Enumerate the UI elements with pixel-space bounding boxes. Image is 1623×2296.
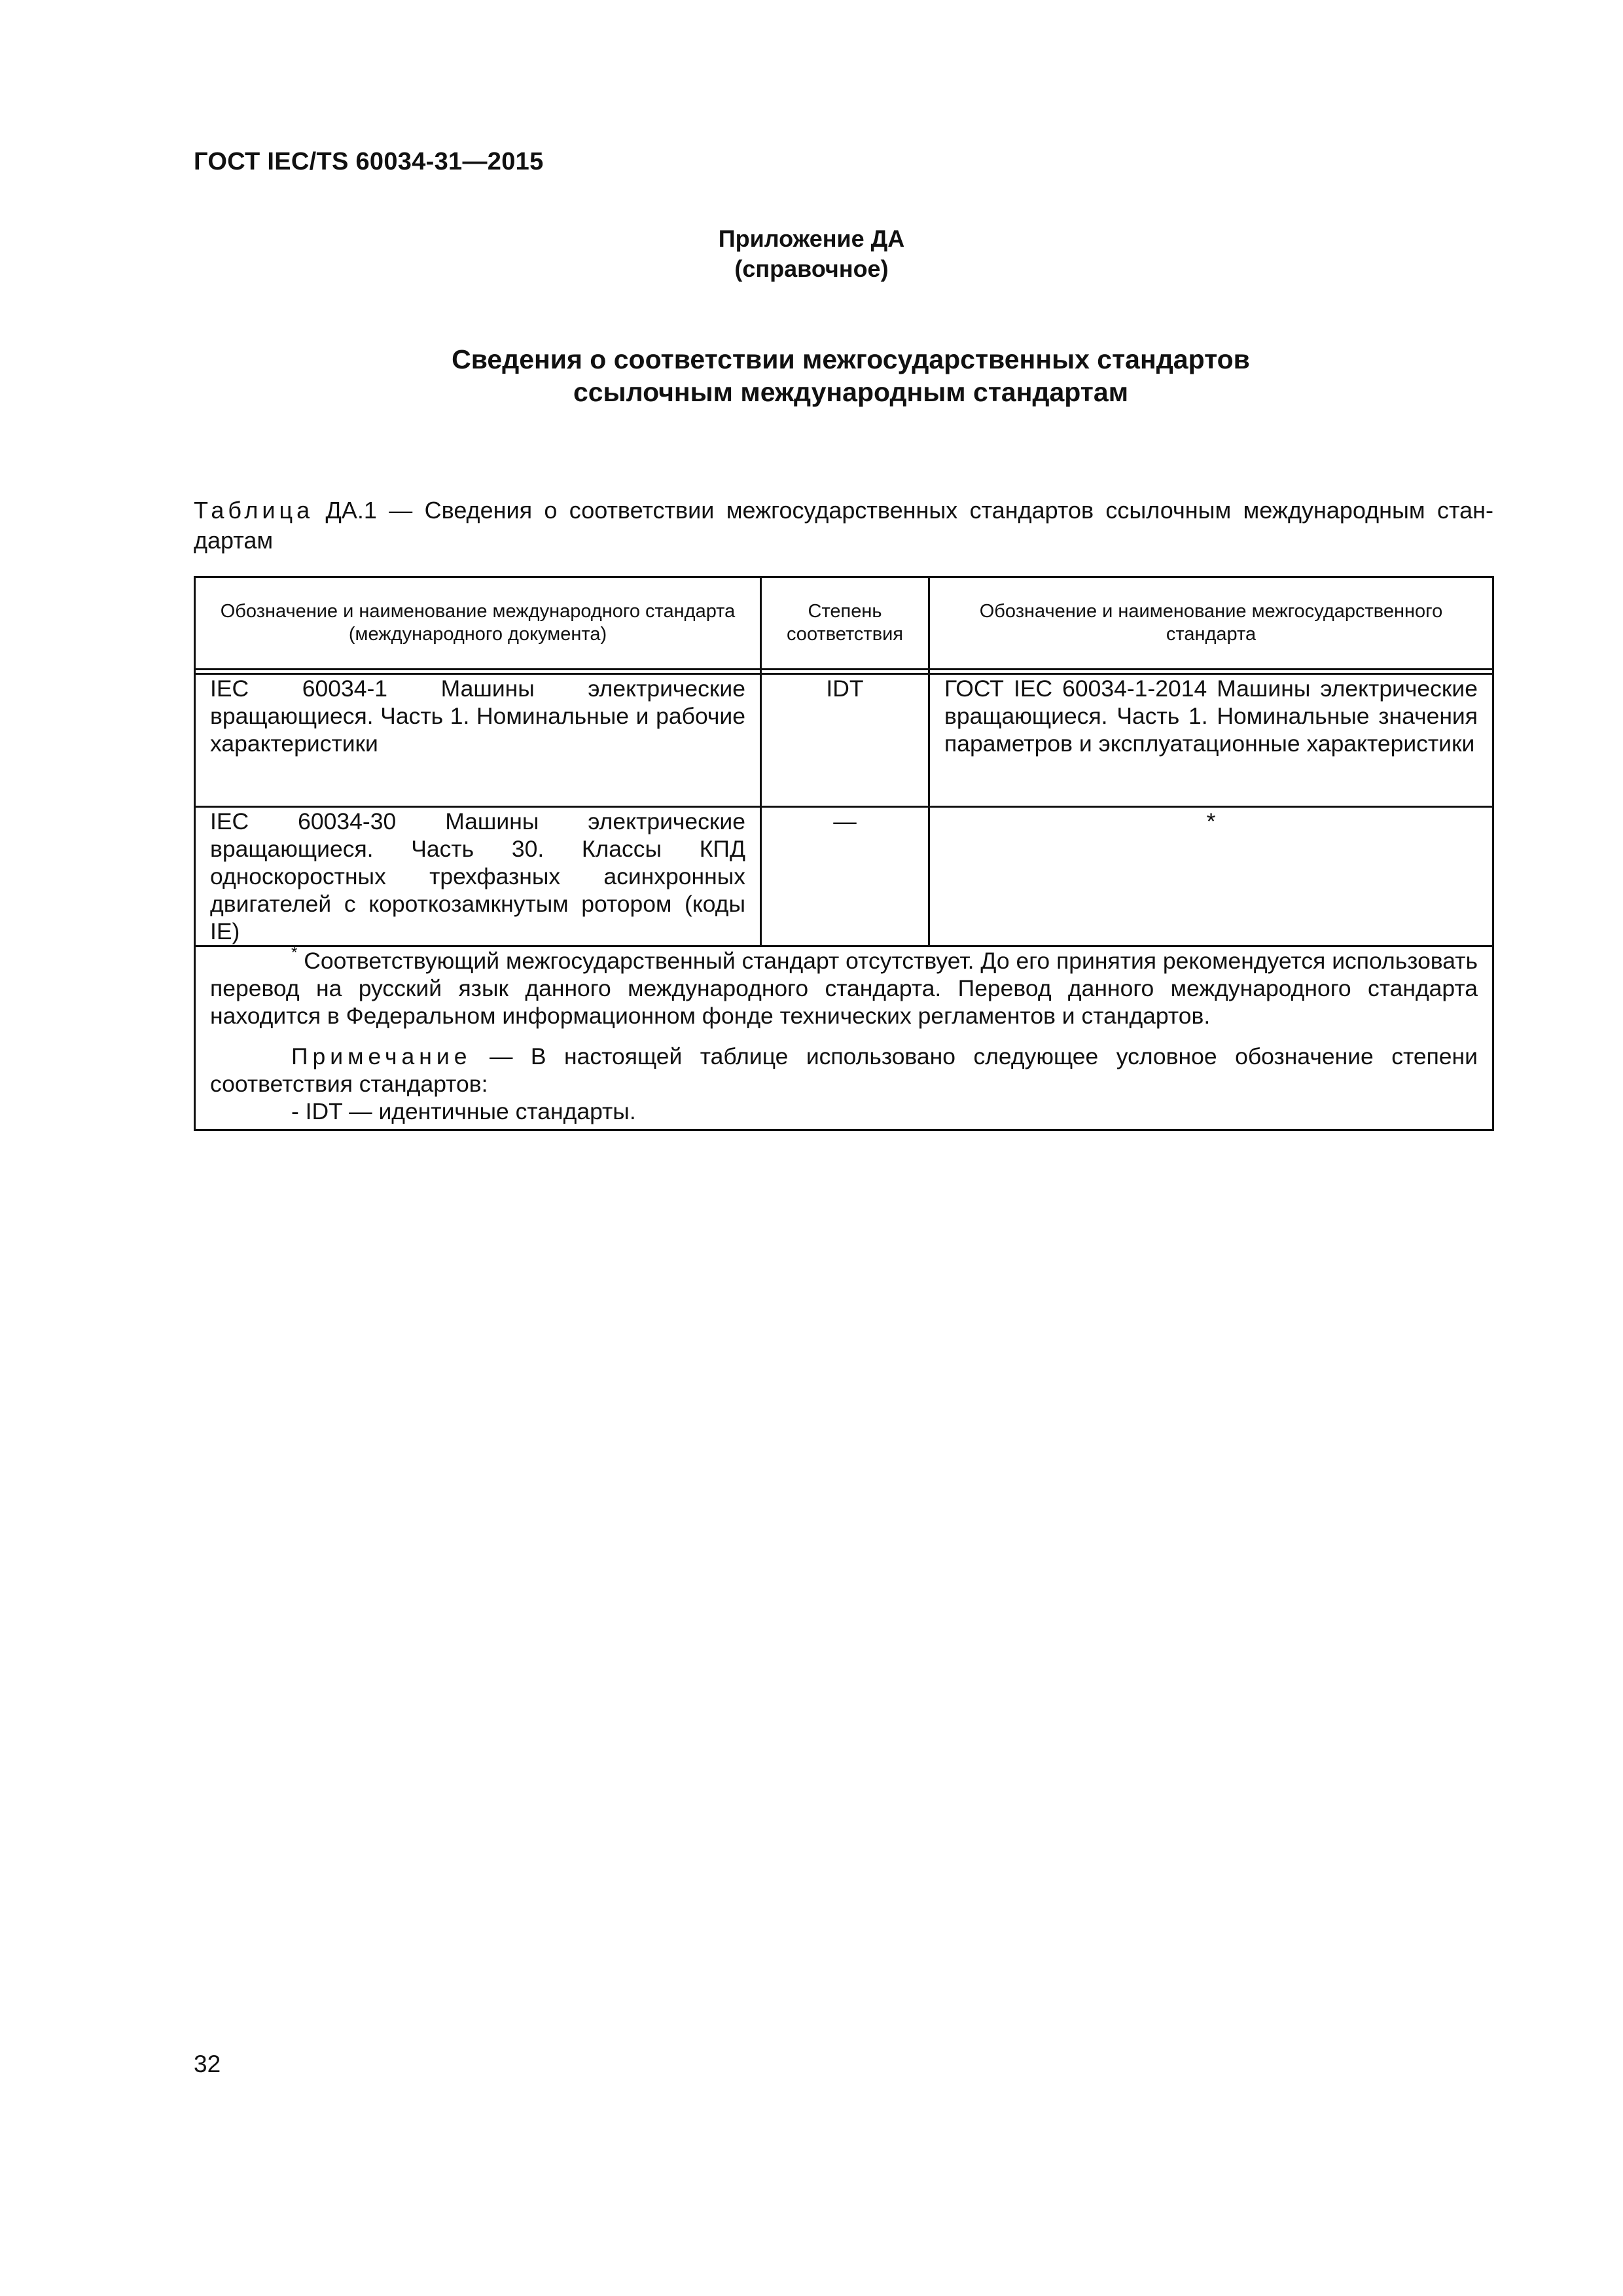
cell-degree: IDT — [761, 674, 929, 807]
note-text: — В настоящей таблице использовано следующее условное обозначение степени соответствия стандартов: — [210, 1043, 1478, 1097]
cell-international-standard: IEC 60034-30 Машины электрические вращающиеся. Часть 30. Классы КПД односкоростных трехфазных асинхронных двигателей с короткозамкнутым ротором (коды IE) — [195, 807, 761, 946]
cell-interstate-standard: * — [929, 807, 1493, 946]
table-row — [195, 674, 1493, 807]
table-caption-word: Таблица — [194, 497, 314, 524]
appendix-heading — [196, 343, 1505, 408]
column-header-interstate: Обозначение и наименование межгосударственного стандарта — [929, 577, 1493, 670]
column-header-degree: Степень соответствия — [761, 577, 929, 670]
table-caption — [194, 495, 1493, 556]
column-header-international: Обозначение и наименование международного стандарта (международного документа) — [195, 577, 761, 670]
table-caption-text: ДА.1 — Сведения о соответствии межгосударственных стандартов ссылочным международным стан-дартам — [194, 497, 1493, 554]
table-footer — [195, 946, 1493, 1130]
appendix-heading-line1: Сведения о соответствии межгосударственных стандартов — [452, 344, 1250, 374]
footnote — [210, 944, 1478, 1030]
table-header-row — [195, 577, 1493, 670]
page-number: 32 — [194, 2051, 221, 2077]
cell-interstate-standard: ГОСТ IEC 60034-1-2014 Машины электрические вращающиеся. Часть 1. Номинальные значения параметров и эксплуатационные характеристики — [929, 674, 1493, 807]
appendix-heading-line2: ссылочным международным стандартам — [573, 377, 1129, 407]
note-word: Примечание — [291, 1043, 472, 1069]
document-code: ГОСТ IEC/TS 60034-31—2015 — [194, 148, 544, 175]
note — [210, 1043, 1478, 1098]
header-separator — [195, 670, 1493, 674]
appendix-header — [0, 224, 1623, 284]
header-separator-cell — [929, 670, 1493, 674]
note-item: - IDT — идентичные стандарты. — [291, 1098, 636, 1124]
correspondence-table — [194, 576, 1494, 1131]
table-row — [195, 807, 1493, 946]
appendix-type: (справочное) — [734, 255, 889, 282]
footnote-text: Соответствующий межгосударственный стандарт отсутствует. До его принятия рекомендуется использовать перевод на русский язык данного международного стандарта. Перевод данного международного стандарта находится в Федеральном информационном фонде технических регламентов и стандартов. — [210, 948, 1478, 1029]
footnote-mark: * — [291, 944, 298, 962]
header-separator-cell — [195, 670, 761, 674]
table-footer-row — [195, 946, 1493, 1130]
appendix-title: Приложение ДА — [718, 225, 905, 252]
header-separator-cell — [761, 670, 929, 674]
cell-degree: — — [761, 807, 929, 946]
cell-international-standard: IEC 60034-1 Машины электрические вращающиеся. Часть 1. Номинальные и рабочие характеристики — [195, 674, 761, 807]
